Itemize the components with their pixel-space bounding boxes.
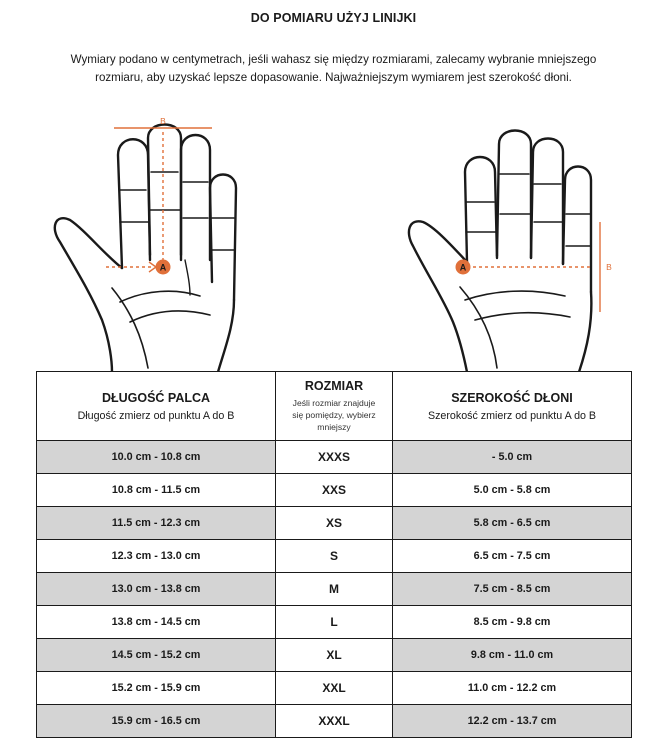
table-row bbox=[37, 540, 632, 573]
finger-length-cell: 14.5 cm - 15.2 cm bbox=[37, 639, 276, 672]
size-cell: XXL bbox=[276, 672, 393, 705]
size-cell: XXXL bbox=[276, 705, 393, 738]
table-row bbox=[37, 705, 632, 738]
table-row bbox=[37, 639, 632, 672]
finger-length-cell: 15.9 cm - 16.5 cm bbox=[37, 705, 276, 738]
table-row bbox=[37, 606, 632, 639]
size-cell: XL bbox=[276, 639, 393, 672]
palm-width-cell: 9.8 cm - 11.0 cm bbox=[393, 639, 632, 672]
palm-width-header bbox=[393, 372, 632, 441]
palm-width-cell: 8.5 cm - 9.8 cm bbox=[393, 606, 632, 639]
palm-width-cell: - 5.0 cm bbox=[393, 441, 632, 474]
finger-length-header bbox=[37, 372, 276, 441]
size-note-line-3: mniejszy bbox=[317, 422, 351, 432]
intro-text bbox=[30, 51, 637, 87]
size-cell: XXS bbox=[276, 474, 393, 507]
table-header-row bbox=[37, 372, 632, 441]
table-row bbox=[37, 507, 632, 540]
size-cell: XXXS bbox=[276, 441, 393, 474]
palm-width-cell: 11.0 cm - 12.2 cm bbox=[393, 672, 632, 705]
table-row bbox=[37, 672, 632, 705]
finger-length-cell: 13.0 cm - 13.8 cm bbox=[37, 573, 276, 606]
finger-length-cell: 15.2 cm - 15.9 cm bbox=[37, 672, 276, 705]
palm-width-cell: 12.2 cm - 13.7 cm bbox=[393, 705, 632, 738]
finger-length-cell: 10.8 cm - 11.5 cm bbox=[37, 474, 276, 507]
point-b-label: B bbox=[160, 116, 166, 126]
palm-width-diagram bbox=[405, 122, 625, 372]
point-a-label: A bbox=[459, 262, 467, 273]
table-row bbox=[37, 474, 632, 507]
size-note-line-2: się pomiędzy, wybierz bbox=[292, 410, 376, 420]
table-row bbox=[37, 573, 632, 606]
point-b-label: B bbox=[606, 262, 612, 272]
finger-length-subtitle: Długość zmierz od punktu A do B bbox=[77, 409, 235, 422]
palm-width-cell: 5.8 cm - 6.5 cm bbox=[393, 507, 632, 540]
palm-width-cell: 7.5 cm - 8.5 cm bbox=[393, 573, 632, 606]
size-cell: M bbox=[276, 573, 393, 606]
point-a-label: A bbox=[159, 262, 167, 273]
finger-length-cell: 12.3 cm - 13.0 cm bbox=[37, 540, 276, 573]
finger-length-title: DŁUGOŚĆ PALCA bbox=[101, 390, 211, 405]
palm-width-cell: 5.0 cm - 5.8 cm bbox=[393, 474, 632, 507]
size-cell: S bbox=[276, 540, 393, 573]
intro-line-2: rozmiaru, aby uzyskać lepsze dopasowanie. Najważniejszym wymiarem jest szerokość dłoni. bbox=[95, 71, 572, 84]
size-note bbox=[276, 397, 392, 433]
size-cell: L bbox=[276, 606, 393, 639]
palm-width-cell: 6.5 cm - 7.5 cm bbox=[393, 540, 632, 573]
finger-length-cell: 13.8 cm - 14.5 cm bbox=[37, 606, 276, 639]
page-title: DO POMIARU UŻYJ LINIJKI bbox=[250, 11, 417, 25]
table-row bbox=[37, 441, 632, 474]
size-title: ROZMIAR bbox=[304, 379, 364, 393]
size-cell: XS bbox=[276, 507, 393, 540]
finger-length-cell: 11.5 cm - 12.3 cm bbox=[37, 507, 276, 540]
finger-length-cell: 10.0 cm - 10.8 cm bbox=[37, 441, 276, 474]
size-header bbox=[276, 372, 393, 441]
palm-width-title: SZEROKOŚĆ DŁONI bbox=[451, 390, 573, 405]
finger-length-diagram bbox=[50, 110, 260, 372]
size-chart-table bbox=[36, 371, 632, 738]
palm-width-subtitle: Szerokość zmierz od punktu A do B bbox=[427, 409, 597, 422]
size-note-line-1: Jeśli rozmiar znajduje bbox=[292, 398, 376, 408]
intro-line-1: Wymiary podano w centymetrach, jeśli wahasz się między rozmiarami, zalecamy wybranie mniejszego bbox=[70, 53, 597, 66]
